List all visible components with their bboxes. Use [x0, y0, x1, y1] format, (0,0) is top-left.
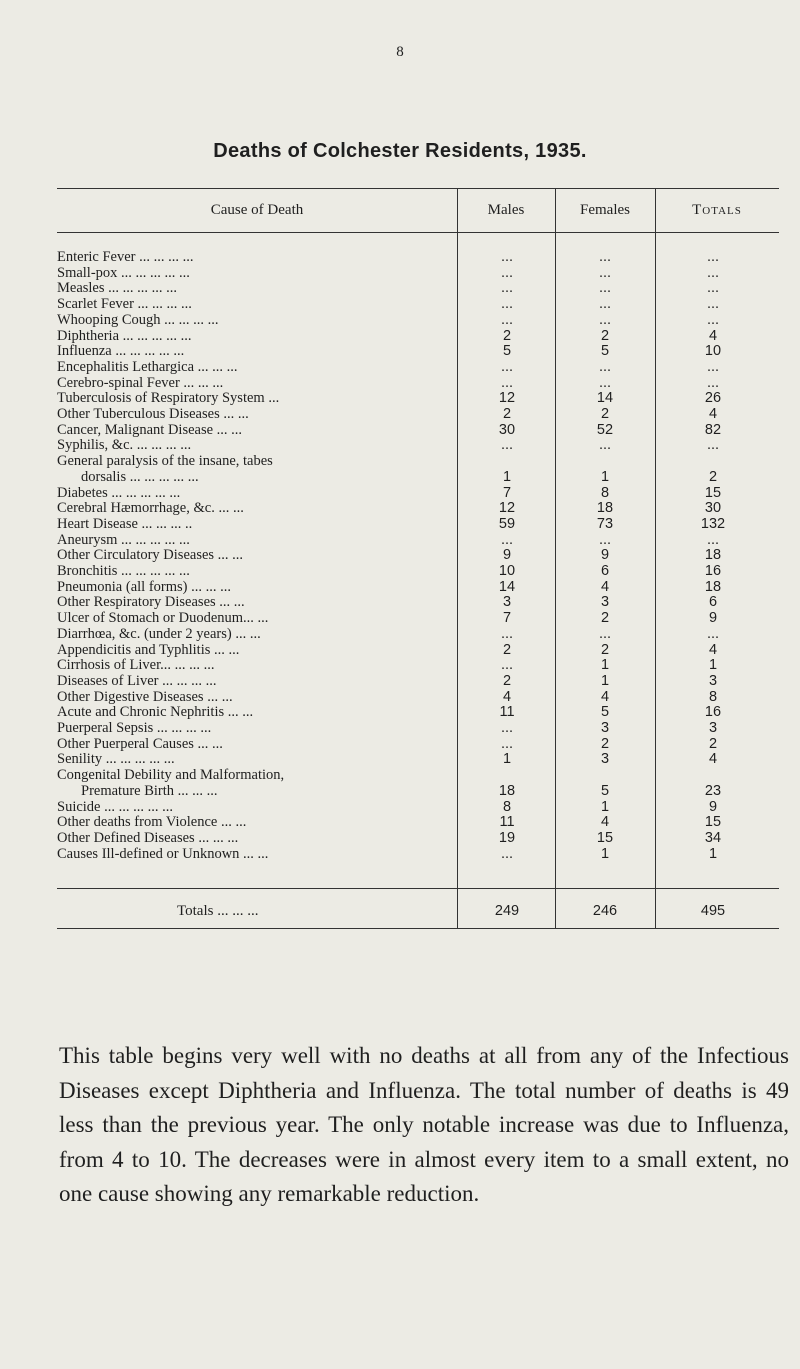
- males-cell: 7: [502, 610, 512, 627]
- males-cell: 3: [502, 594, 512, 611]
- cause-cell: Syphilis, &c. ... ... ... ...: [57, 437, 192, 454]
- females-cell: 2: [600, 327, 610, 344]
- females-cell: 1: [600, 845, 610, 862]
- males-cell: ...: [500, 249, 514, 265]
- cause-cell: dorsalis ... ... ... ... ...: [81, 468, 199, 485]
- cause-cell: Congenital Debility and Malformation,: [57, 767, 285, 784]
- males-cell: 11: [499, 814, 515, 831]
- females-cell: ...: [598, 437, 612, 454]
- totals-cell: ...: [706, 437, 720, 454]
- females-cell: 1: [600, 657, 610, 674]
- deaths-table: [57, 188, 779, 928]
- cause-cell: Small-pox ... ... ... ... ...: [57, 264, 190, 281]
- cause-cell: Influenza ... ... ... ... ...: [57, 343, 185, 360]
- totals-cell: 4: [708, 751, 718, 768]
- header-totals: Totals: [692, 202, 742, 218]
- header-rule: [57, 232, 779, 233]
- totals-cell: 1: [708, 657, 718, 674]
- females-cell: 2: [600, 641, 610, 658]
- females-cell: 2: [600, 735, 610, 752]
- males-cell: ...: [500, 374, 514, 391]
- commentary-paragraph: This table begins very well with no deaths at all from any of the Infectious Diseases except Diphtheria and Influenza. The total number of deaths is 49 less than the previous year. The only notable increase was due to Influenza, from 4 to 10. The decreases were in almost every item to a small extent, no one cause showing any remarkable reduction.: [59, 1043, 789, 1206]
- totals-cell: 26: [704, 390, 722, 407]
- totals-cell: 9: [708, 798, 718, 815]
- males-cell: ...: [500, 296, 514, 313]
- males-cell: 2: [502, 327, 512, 344]
- females-cell: ...: [598, 280, 612, 297]
- cause-cell: Whooping Cough ... ... ... ...: [57, 311, 219, 328]
- cause-cell: Diabetes ... ... ... ... ...: [57, 484, 181, 501]
- cause-cell: Senility ... ... ... ... ...: [57, 751, 175, 768]
- females-cell: ...: [598, 358, 612, 375]
- females-cell: 4: [600, 814, 610, 831]
- totals-cell: ...: [706, 374, 720, 391]
- males-cell: ...: [500, 657, 514, 674]
- totals-cell: 8: [708, 688, 718, 705]
- males-cell: 1: [502, 751, 512, 768]
- table-top-rule: [57, 188, 779, 189]
- cause-cell: Other Tuberculous Diseases ... ...: [57, 406, 249, 422]
- cause-cell: Other Defined Diseases ... ... ...: [57, 829, 239, 846]
- females-cell: ...: [598, 296, 612, 313]
- totals-cell: ...: [706, 280, 720, 297]
- totals-cell: 16: [704, 704, 722, 721]
- cause-cell: Aneurysm ... ... ... ... ...: [57, 531, 190, 548]
- totals-cell: 132: [700, 515, 726, 532]
- males-cell: 9: [502, 547, 512, 564]
- cause-cell: Other deaths from Violence ... ...: [57, 814, 247, 831]
- totals-cell: 16: [704, 563, 722, 579]
- header-cause: Cause of Death: [210, 202, 304, 218]
- cause-cell: Diphtheria ... ... ... ... ...: [57, 327, 192, 344]
- totals-males: 249: [494, 903, 520, 919]
- totals-cell: ...: [706, 311, 720, 328]
- totals-cell: 15: [704, 814, 722, 831]
- totals-cell: 4: [708, 327, 718, 344]
- cause-cell: Ulcer of Stomach or Duodenum... ...: [57, 610, 269, 627]
- totals-cell: ...: [706, 531, 720, 548]
- cause-cell: Appendicitis and Typhlitis ... ...: [57, 641, 240, 658]
- totals-all: 495: [700, 903, 726, 919]
- header-females: Females: [580, 202, 630, 218]
- males-cell: 7: [502, 484, 512, 501]
- males-cell: ...: [500, 437, 514, 454]
- males-cell: 2: [502, 641, 512, 658]
- females-cell: 3: [600, 751, 610, 768]
- males-cell: 59: [498, 515, 516, 532]
- females-cell: 5: [600, 704, 610, 721]
- totals-cell: 4: [708, 406, 718, 422]
- cause-cell: Cerebro-spinal Fever ... ... ...: [57, 374, 224, 391]
- females-cell: ...: [598, 249, 612, 265]
- cause-cell: General paralysis of the insane, tabes: [57, 453, 273, 470]
- females-cell: ...: [598, 264, 612, 281]
- cause-cell: Encephalitis Lethargica ... ... ...: [57, 358, 238, 375]
- cause-cell: Other Respiratory Diseases ... ...: [57, 594, 245, 611]
- table-row: [57, 845, 779, 863]
- males-cell: ...: [500, 311, 514, 328]
- totals-cell: 18: [704, 578, 722, 595]
- cause-cell: Suicide ... ... ... ... ...: [57, 798, 173, 815]
- females-cell: 9: [600, 547, 610, 564]
- females-cell: 2: [600, 406, 610, 422]
- females-cell: ...: [598, 625, 612, 642]
- males-cell: 14: [498, 578, 516, 595]
- females-cell: 1: [600, 468, 610, 485]
- males-cell: 18: [498, 782, 516, 799]
- females-cell: 8: [600, 484, 610, 501]
- page-title: Deaths of Colchester Residents, 1935.: [213, 140, 587, 162]
- males-cell: 19: [498, 829, 516, 846]
- females-cell: 1: [600, 672, 610, 689]
- cause-cell: Heart Disease ... ... ... ..: [57, 515, 193, 532]
- males-cell: 12: [498, 390, 516, 407]
- cause-cell: Acute and Chronic Nephritis ... ...: [57, 704, 254, 721]
- males-cell: ...: [500, 735, 514, 752]
- females-cell: 4: [600, 688, 610, 705]
- totals-cell: 15: [704, 484, 722, 501]
- females-cell: 6: [600, 563, 610, 579]
- totals-females: 246: [592, 903, 618, 919]
- females-cell: ...: [598, 374, 612, 391]
- cause-cell: Causes Ill-defined or Unknown ... ...: [57, 845, 269, 862]
- cause-cell: Enteric Fever ... ... ... ...: [57, 249, 194, 265]
- table-bottom-rule: [57, 928, 779, 929]
- females-cell: 15: [596, 829, 614, 846]
- females-cell: 52: [596, 421, 614, 438]
- cause-cell: Other Puerperal Causes ... ...: [57, 735, 223, 752]
- males-cell: 10: [498, 563, 516, 579]
- males-cell: 12: [498, 500, 516, 517]
- females-cell: 1: [600, 798, 610, 815]
- males-cell: ...: [500, 625, 514, 642]
- header-males: Males: [487, 202, 525, 218]
- totals-cell: 9: [708, 610, 718, 627]
- totals-cell: 6: [708, 594, 718, 611]
- males-cell: ...: [500, 280, 514, 297]
- cause-cell: Measles ... ... ... ... ...: [57, 280, 178, 297]
- page-number: 8: [396, 44, 404, 60]
- males-cell: 5: [502, 343, 512, 360]
- females-cell: ...: [598, 531, 612, 548]
- cause-cell: Tuberculosis of Respiratory System ...: [57, 390, 280, 407]
- cause-cell: Pneumonia (all forms) ... ... ...: [57, 578, 231, 595]
- totals-cell: 18: [704, 547, 722, 564]
- totals-cell: 23: [704, 782, 722, 799]
- females-cell: 4: [600, 578, 610, 595]
- cause-cell: Cerebral Hæmorrhage, &c. ... ...: [57, 500, 244, 517]
- totals-cell: 3: [708, 720, 718, 736]
- totals-cell: ...: [706, 358, 720, 375]
- totals-cell: 10: [704, 343, 722, 360]
- males-cell: ...: [500, 264, 514, 281]
- males-cell: ...: [500, 358, 514, 375]
- males-cell: 2: [502, 672, 512, 689]
- totals-cell: 2: [708, 468, 718, 485]
- males-cell: 30: [498, 421, 516, 438]
- females-cell: 14: [596, 390, 614, 407]
- totals-cell: 1: [708, 845, 718, 862]
- females-cell: 73: [596, 515, 614, 532]
- cause-cell: Scarlet Fever ... ... ... ...: [57, 296, 192, 313]
- totals-rule: [57, 888, 779, 889]
- totals-cell: 4: [708, 641, 718, 658]
- totals-cell: 82: [704, 421, 722, 438]
- totals-cell: 30: [704, 500, 722, 517]
- cause-cell: Premature Birth ... ... ...: [81, 782, 218, 799]
- cause-cell: Puerperal Sepsis ... ... ... ...: [57, 720, 212, 736]
- cause-cell: Other Digestive Diseases ... ...: [57, 688, 233, 705]
- males-cell: ...: [500, 531, 514, 548]
- females-cell: 3: [600, 720, 610, 736]
- cause-cell: Cirrhosis of Liver... ... ... ...: [57, 657, 215, 674]
- females-cell: 3: [600, 594, 610, 611]
- males-cell: ...: [500, 845, 514, 862]
- males-cell: 2: [502, 406, 512, 422]
- females-cell: 5: [600, 343, 610, 360]
- males-cell: 4: [502, 688, 512, 705]
- totals-label: Totals ... ... ...: [177, 903, 259, 919]
- males-cell: ...: [500, 720, 514, 736]
- cause-cell: Diseases of Liver ... ... ... ...: [57, 672, 217, 689]
- females-cell: 5: [600, 782, 610, 799]
- females-cell: 18: [596, 500, 614, 517]
- females-cell: ...: [598, 311, 612, 328]
- cause-cell: Bronchitis ... ... ... ... ...: [57, 563, 190, 579]
- males-cell: 11: [499, 704, 515, 721]
- cause-cell: Diarrhœa, &c. (under 2 years) ... ...: [57, 625, 261, 642]
- totals-cell: 2: [708, 735, 718, 752]
- totals-cell: ...: [706, 249, 720, 265]
- totals-cell: ...: [706, 264, 720, 281]
- cause-cell: Cancer, Malignant Disease ... ...: [57, 421, 243, 438]
- males-cell: 8: [502, 798, 512, 815]
- cause-cell: Other Circulatory Diseases ... ...: [57, 547, 244, 564]
- males-cell: 1: [502, 468, 512, 485]
- totals-cell: 3: [708, 672, 718, 689]
- totals-cell: ...: [706, 296, 720, 313]
- females-cell: 2: [600, 610, 610, 627]
- totals-cell: 34: [704, 829, 722, 846]
- totals-cell: ...: [706, 625, 720, 642]
